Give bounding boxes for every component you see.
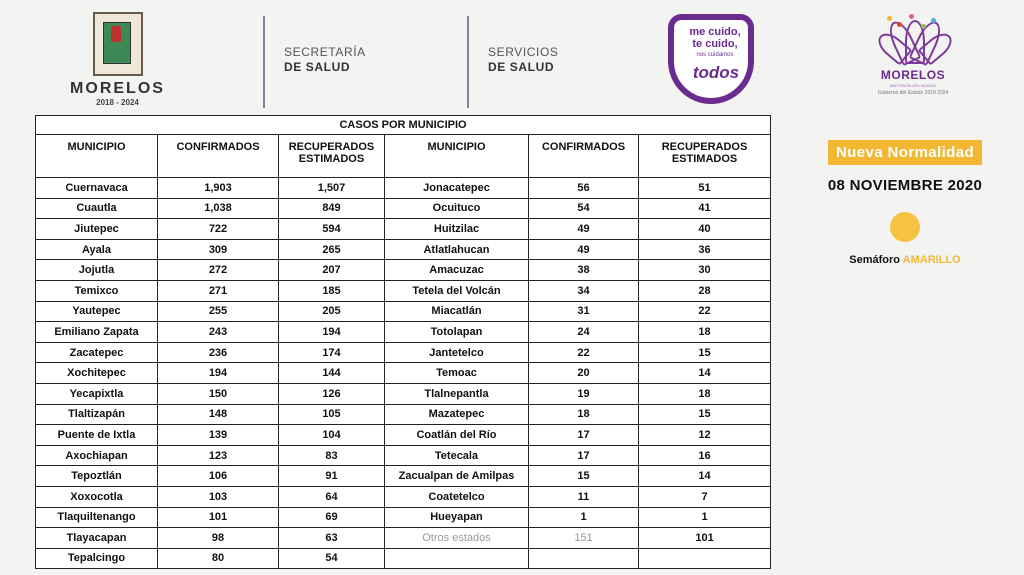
column-header: MUNICIPIO <box>36 135 158 178</box>
table-row <box>36 404 771 425</box>
table-cell: 34 <box>529 280 639 301</box>
divider <box>467 16 469 108</box>
semaforo-status: Semáforo AMARILLO <box>849 254 961 266</box>
table-cell <box>639 548 771 569</box>
table-cell: 18 <box>639 383 771 404</box>
table-cell: 36 <box>639 239 771 260</box>
table-cell: Otros estados <box>385 528 529 549</box>
casos-por-municipio-table <box>35 115 771 569</box>
table-cell: Cuautla <box>36 198 158 219</box>
table-cell: Jonacatepec <box>385 178 529 199</box>
column-header: RECUPERADOS ESTIMADOS <box>639 135 771 178</box>
table-cell: 309 <box>158 239 279 260</box>
table-cell: Ocuituco <box>385 198 529 219</box>
table-cell: Miacatlán <box>385 301 529 322</box>
table-cell: Totolapan <box>385 322 529 343</box>
table-cell: 51 <box>639 178 771 199</box>
table-cell: Tetela del Volcán <box>385 280 529 301</box>
servicios-de-salud: SERVICIOS DE SALUD <box>488 45 559 74</box>
table-cell: 15 <box>639 404 771 425</box>
table-row <box>36 548 771 569</box>
table-cell: 148 <box>158 404 279 425</box>
divider <box>263 16 265 108</box>
table-cell: 69 <box>279 507 385 528</box>
table-row <box>36 239 771 260</box>
table-cell: 54 <box>529 198 639 219</box>
table-cell: Tlalnepantla <box>385 383 529 404</box>
table-cell: 22 <box>529 342 639 363</box>
table-cell: 243 <box>158 322 279 343</box>
table-cell: 103 <box>158 486 279 507</box>
table-cell: 30 <box>639 260 771 281</box>
report-date: 08 NOVIEMBRE 2020 <box>827 177 983 194</box>
table-cell: 49 <box>529 239 639 260</box>
table-cell: Huitzilac <box>385 219 529 240</box>
table-row <box>36 528 771 549</box>
semaforo-color-label: AMARILLO <box>902 254 961 266</box>
table-row <box>36 507 771 528</box>
table-body <box>36 178 771 569</box>
table-cell: 14 <box>639 466 771 487</box>
table-cell: 123 <box>158 445 279 466</box>
table-row <box>36 383 771 404</box>
table-cell: Yautepec <box>36 301 158 322</box>
table-cell: Tepoztlán <box>36 466 158 487</box>
table-cell: 54 <box>279 548 385 569</box>
table-cell: Tepalcingo <box>36 548 158 569</box>
table-row <box>36 466 771 487</box>
table-cell: 83 <box>279 445 385 466</box>
table-cell: Tlayacapan <box>36 528 158 549</box>
morelos-state-logo <box>70 12 165 107</box>
table-cell: 236 <box>158 342 279 363</box>
table-row <box>36 198 771 219</box>
table-cell: Zacualpan de Amilpas <box>385 466 529 487</box>
table-cell: Tlaltizapán <box>36 404 158 425</box>
table-cell: 255 <box>158 301 279 322</box>
table-cell: Amacuzac <box>385 260 529 281</box>
table-cell: 31 <box>529 301 639 322</box>
table-cell: 144 <box>279 363 385 384</box>
table-cell: 64 <box>279 486 385 507</box>
table-cell: 594 <box>279 219 385 240</box>
table-cell: 271 <box>158 280 279 301</box>
table-row <box>36 301 771 322</box>
table-cell: Temoac <box>385 363 529 384</box>
table-cell: 101 <box>639 528 771 549</box>
table-cell: 49 <box>529 219 639 240</box>
table-cell: 11 <box>529 486 639 507</box>
table-cell: Emiliano Zapata <box>36 322 158 343</box>
table-cell: 1,903 <box>158 178 279 199</box>
table-cell: 7 <box>639 486 771 507</box>
table-row <box>36 445 771 466</box>
table-cell: 265 <box>279 239 385 260</box>
table-cell: 194 <box>279 322 385 343</box>
table-cell: 18 <box>639 322 771 343</box>
table-cell: Coatetelco <box>385 486 529 507</box>
coat-of-arms-icon <box>93 12 143 76</box>
table-cell: 91 <box>279 466 385 487</box>
table-cell: 24 <box>529 322 639 343</box>
column-header: CONFIRMADOS <box>158 135 279 178</box>
table-cell: 1 <box>639 507 771 528</box>
table-row <box>36 219 771 240</box>
table-cell: Jantetelco <box>385 342 529 363</box>
table-cell: Puente de Ixtla <box>36 425 158 446</box>
table-cell: 14 <box>639 363 771 384</box>
table-row <box>36 363 771 384</box>
table-cell: 185 <box>279 280 385 301</box>
table-cell: 40 <box>639 219 771 240</box>
table-cell: 174 <box>279 342 385 363</box>
table-row <box>36 178 771 199</box>
table-cell: 139 <box>158 425 279 446</box>
table-cell: 38 <box>529 260 639 281</box>
table-cell: 15 <box>639 342 771 363</box>
table-row <box>36 486 771 507</box>
table-cell: Coatlán del Río <box>385 425 529 446</box>
table-cell: Zacatepec <box>36 342 158 363</box>
column-header: CONFIRMADOS <box>529 135 639 178</box>
table-cell: Hueyapan <box>385 507 529 528</box>
table-cell: 16 <box>639 445 771 466</box>
table-cell <box>385 548 529 569</box>
phase-badge: Nueva Normalidad <box>828 140 982 165</box>
table-cell: Yecapixtla <box>36 383 158 404</box>
table-cell: 18 <box>529 404 639 425</box>
table-cell: 1,038 <box>158 198 279 219</box>
table-cell: Cuernavaca <box>36 178 158 199</box>
table-cell: Ayala <box>36 239 158 260</box>
table-row <box>36 342 771 363</box>
table-cell: Jiutepec <box>36 219 158 240</box>
table-cell: 63 <box>279 528 385 549</box>
table-header-row <box>36 135 771 178</box>
traffic-light-circle-icon <box>890 212 920 242</box>
table-cell: 849 <box>279 198 385 219</box>
status-panel <box>790 140 1020 266</box>
table-cell: 17 <box>529 425 639 446</box>
table-cell: Mazatepec <box>385 404 529 425</box>
state-name: MORELOS <box>70 80 165 97</box>
table-cell: Atlatlahucan <box>385 239 529 260</box>
table-cell: 15 <box>529 466 639 487</box>
table-cell: 98 <box>158 528 279 549</box>
table-cell: 272 <box>158 260 279 281</box>
lotus-flower-icon <box>883 14 943 64</box>
table-cell: Temixco <box>36 280 158 301</box>
column-header: MUNICIPIO <box>385 135 529 178</box>
table-cell: Xoxocotla <box>36 486 158 507</box>
table-cell: 41 <box>639 198 771 219</box>
me-cuido-campaign-logo: me cuido, te cuido, nos cuidamos todos <box>668 14 754 108</box>
table-cell: 126 <box>279 383 385 404</box>
table-cell: 150 <box>158 383 279 404</box>
table-cell: 1,507 <box>279 178 385 199</box>
table-cell: 12 <box>639 425 771 446</box>
table-cell: 104 <box>279 425 385 446</box>
table-row <box>36 280 771 301</box>
table-cell: Tlaquiltenango <box>36 507 158 528</box>
table-cell: 22 <box>639 301 771 322</box>
table-cell: 101 <box>158 507 279 528</box>
morelos-anfitrion-logo: MORELOS ANFITRIÓN DEL MUNDO Gobierno del Estado 2018 2024 <box>868 14 958 110</box>
table-row <box>36 260 771 281</box>
table-cell: 194 <box>158 363 279 384</box>
table-cell: Jojutla <box>36 260 158 281</box>
table-cell: 105 <box>279 404 385 425</box>
header <box>0 0 1024 112</box>
table-cell: 28 <box>639 280 771 301</box>
table-row <box>36 425 771 446</box>
table-cell <box>529 548 639 569</box>
table-cell: 17 <box>529 445 639 466</box>
table-cell: 207 <box>279 260 385 281</box>
table-row <box>36 322 771 343</box>
table-cell: 722 <box>158 219 279 240</box>
state-years: 2018 - 2024 <box>96 98 139 107</box>
table-cell: 205 <box>279 301 385 322</box>
table-cell: 106 <box>158 466 279 487</box>
table-cell: 80 <box>158 548 279 569</box>
secretaria-de-salud: SECRETARÍA DE SALUD <box>284 45 366 74</box>
table-cell: 19 <box>529 383 639 404</box>
table-cell: 151 <box>529 528 639 549</box>
table-title: CASOS POR MUNICIPIO <box>36 116 771 135</box>
column-header: RECUPERADOS ESTIMADOS <box>279 135 385 178</box>
table-cell: Tetecala <box>385 445 529 466</box>
table-cell: Xochitepec <box>36 363 158 384</box>
table-cell: 1 <box>529 507 639 528</box>
table-cell: Axochiapan <box>36 445 158 466</box>
table-cell: 56 <box>529 178 639 199</box>
table-cell: 20 <box>529 363 639 384</box>
